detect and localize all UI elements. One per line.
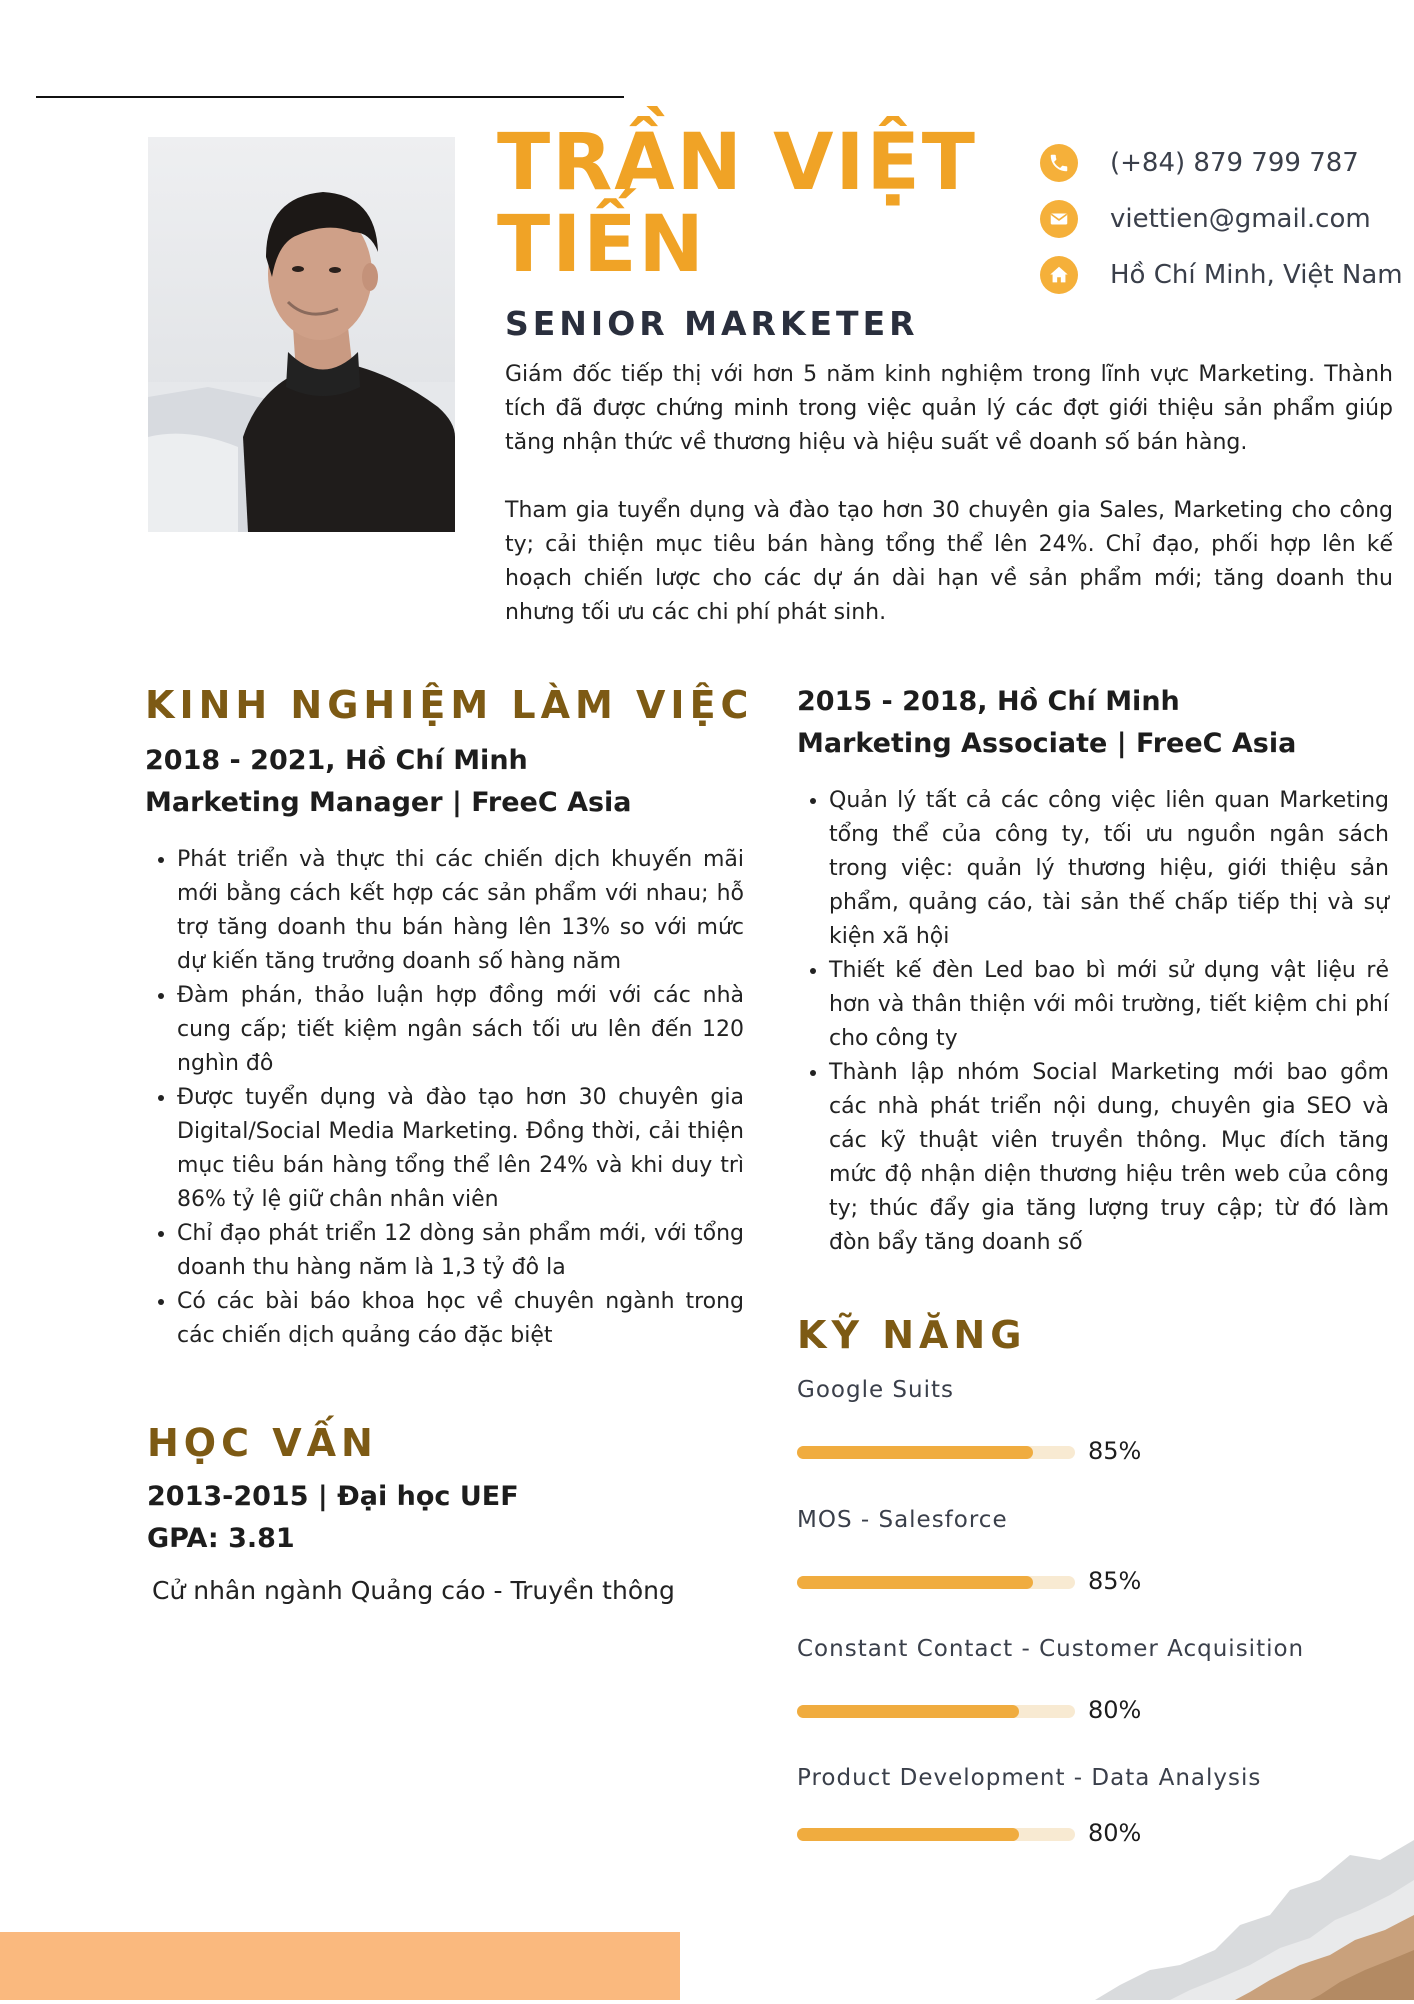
contact-address	[1040, 247, 1410, 303]
home-icon	[1040, 256, 1078, 294]
list-item: • Phát triển và thực thi các chiến dịch khuyến mãi mới bằng cách kết hợp các sản phẩm với nhau; hỗ trợ tăng doanh thu bán hàng lên 13% so với mức dự kiến tăng trưởng doanh số hàng năm	[177, 843, 744, 979]
contact-block	[1040, 135, 1410, 303]
skill-bar-fill	[797, 1576, 1033, 1589]
summary-paragraph: Giám đốc tiếp thị với hơn 5 năm kinh nghiệm trong lĩnh vực Marketing. Thành tích đã được chứng minh trong việc quản lý các đợt giới thiệu sản phẩm giúp tăng nhận thức về thương hiệu và hiệu suất về doanh số bán hàng.	[505, 362, 1393, 455]
skill-bar-track	[797, 1705, 1075, 1718]
list-item: • Được tuyển dụng và đào tạo hơn 30 chuyên gia Digital/Social Media Marketing. Đồng thời, cải thiện mục tiêu bán hàng tổng thể lên 24% và khi duy trì 86% tỷ lệ giữ chân nhân viên	[177, 1081, 744, 1217]
skills-heading: KỸ NĂNG	[797, 1313, 1027, 1357]
summary-paragraph: Tham gia tuyển dụng và đào tạo hơn 30 chuyên gia Sales, Marketing cho công ty; cải thiện mục tiêu bán hàng tổng thể lên 24%. Chỉ đạo, phối hợp lên kế hoạch chiến lược cho các dự án dài hạn về sản phẩm mới; tăng doanh thu nhưng tối ưu các chi phí phát sinh.	[505, 498, 1393, 625]
job-date: 2015 - 2018, Hồ Chí Minh	[797, 686, 1180, 717]
list-item: • Quản lý tất cả các công việc liên quan Marketing tổng thể của công ty, tối ưu nguồn ngân sách trong việc: quản lý thương hiệu, giới thiệu sản phẩm, quảng cáo, tài sản thế chấp tiếp thị và sự kiện xã hội	[829, 784, 1389, 954]
footer-color-block	[0, 1932, 680, 2000]
job-role: Marketing Manager | FreeC Asia	[145, 787, 632, 818]
candidate-name: TRẦN VIỆT TIẾN	[497, 118, 977, 290]
education-gpa: GPA: 3.81	[147, 1523, 295, 1554]
contact-phone	[1040, 135, 1410, 191]
job-bullets	[145, 843, 744, 1353]
education-school: 2013-2015 | Đại học UEF	[147, 1481, 519, 1512]
list-item: • Chỉ đạo phát triển 12 dòng sản phẩm mới, với tổng doanh thu hàng năm là 1,3 tỷ đô la	[177, 1217, 744, 1285]
phone-icon	[1040, 144, 1078, 182]
job-date: 2018 - 2021, Hồ Chí Minh	[145, 745, 528, 776]
profile-summary	[505, 358, 1393, 664]
skill-bar-track	[797, 1446, 1075, 1459]
top-divider	[36, 96, 624, 98]
skill-name: MOS - Salesforce	[797, 1507, 1008, 1533]
list-item: • Đàm phán, thảo luận hợp đồng mới với các nhà cung cấp; tiết kiệm ngân sách tối ưu lên đến 120 nghìn đô	[177, 979, 744, 1081]
address-text: Hồ Chí Minh, Việt Nam	[1110, 260, 1403, 290]
skill-bar-fill	[797, 1446, 1033, 1459]
skill-name: Product Development - Data Analysis	[797, 1765, 1262, 1791]
skill-name: Google Suits	[797, 1377, 954, 1403]
job-role: Marketing Associate | FreeC Asia	[797, 728, 1297, 759]
job-title: SENIOR MARKETER	[505, 304, 919, 343]
skill-bar-fill	[797, 1705, 1019, 1718]
contact-email	[1040, 191, 1410, 247]
skill-percent: 85%	[1088, 1437, 1142, 1465]
list-item: • Có các bài báo khoa học về chuyên ngành trong các chiến dịch quảng cáo đặc biệt	[177, 1285, 744, 1353]
skill-bar-fill	[797, 1828, 1019, 1841]
email-text: viettien@gmail.com	[1110, 204, 1371, 234]
skill-name: Constant Contact - Customer Acquisition	[797, 1636, 1305, 1662]
job-bullets	[797, 784, 1389, 1260]
profile-photo	[148, 137, 455, 532]
skill-percent: 85%	[1088, 1567, 1142, 1595]
experience-heading: KINH NGHIỆM LÀM VIỆC	[145, 683, 754, 727]
torn-paper-decoration	[1000, 1820, 1414, 2000]
phone-text: (+84) 879 799 787	[1110, 148, 1359, 178]
skill-percent: 80%	[1088, 1696, 1142, 1724]
education-degree: Cử nhân ngành Quảng cáo - Truyền thông	[152, 1576, 675, 1605]
mail-icon	[1040, 200, 1078, 238]
skill-percent: 80%	[1088, 1819, 1142, 1847]
list-item: • Thành lập nhóm Social Marketing mới bao gồm các nhà phát triển nội dung, chuyên gia SEO và các kỹ thuật viên truyền thông. Mục đích tăng mức độ nhận diện thương hiệu trên web của công ty; thúc đẩy gia tăng lượng truy cập; từ đó làm đòn bẩy tăng doanh số	[829, 1056, 1389, 1260]
skill-bar-track	[797, 1576, 1075, 1589]
education-heading: HỌC VẤN	[147, 1421, 378, 1465]
list-item: • Thiết kế đèn Led bao bì mới sử dụng vật liệu rẻ hơn và thân thiện với môi trường, tiết kiệm chi phí cho công ty	[829, 954, 1389, 1056]
